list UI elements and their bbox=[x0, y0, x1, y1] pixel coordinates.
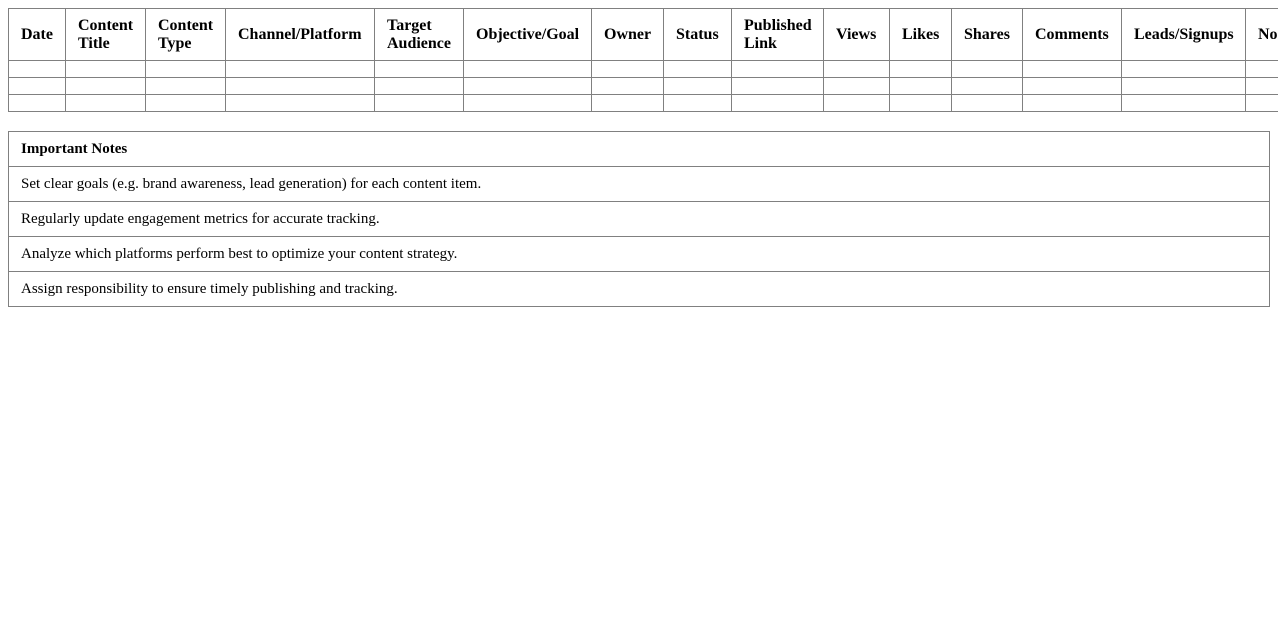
table-cell[interactable] bbox=[9, 78, 66, 95]
table-cell[interactable] bbox=[664, 78, 732, 95]
table-cell[interactable] bbox=[732, 61, 824, 78]
column-header-owner: Owner bbox=[592, 9, 664, 61]
table-cell[interactable] bbox=[464, 95, 592, 112]
note-item: Set clear goals (e.g. brand awareness, lead generation) for each content item. bbox=[9, 167, 1270, 202]
column-header-published-link: Published Link bbox=[732, 9, 824, 61]
column-header-leads-signups: Leads/Signups bbox=[1122, 9, 1246, 61]
column-header-views: Views bbox=[824, 9, 890, 61]
table-cell[interactable] bbox=[146, 78, 226, 95]
table-cell[interactable] bbox=[592, 61, 664, 78]
table-cell[interactable] bbox=[1246, 95, 1278, 112]
content-tracker-table bbox=[8, 8, 1278, 112]
notes-header-row bbox=[9, 132, 1270, 167]
column-header-status: Status bbox=[664, 9, 732, 61]
table-cell[interactable] bbox=[146, 95, 226, 112]
table-cell[interactable] bbox=[890, 78, 952, 95]
table-cell[interactable] bbox=[464, 61, 592, 78]
table-cell[interactable] bbox=[952, 78, 1023, 95]
table-cell[interactable] bbox=[375, 95, 464, 112]
note-row bbox=[9, 272, 1270, 307]
important-notes-table bbox=[8, 131, 1270, 307]
table-cell[interactable] bbox=[226, 61, 375, 78]
table-cell[interactable] bbox=[9, 61, 66, 78]
table-cell[interactable] bbox=[732, 78, 824, 95]
table-cell[interactable] bbox=[1122, 78, 1246, 95]
column-header-content-title: Content Title bbox=[66, 9, 146, 61]
table-cell[interactable] bbox=[226, 95, 375, 112]
table-cell[interactable] bbox=[732, 95, 824, 112]
table-cell[interactable] bbox=[1246, 61, 1278, 78]
column-header-notes: No bbox=[1246, 9, 1278, 61]
table-cell[interactable] bbox=[375, 61, 464, 78]
table-cell[interactable] bbox=[375, 78, 464, 95]
header-row bbox=[9, 9, 1278, 61]
table-cell[interactable] bbox=[664, 61, 732, 78]
table-cell[interactable] bbox=[592, 78, 664, 95]
note-item: Assign responsibility to ensure timely publishing and tracking. bbox=[9, 272, 1270, 307]
tracker-body bbox=[9, 61, 1278, 112]
table-cell[interactable] bbox=[66, 95, 146, 112]
important-notes-container bbox=[8, 131, 1270, 307]
column-header-likes: Likes bbox=[890, 9, 952, 61]
table-cell[interactable] bbox=[66, 78, 146, 95]
column-header-shares: Shares bbox=[952, 9, 1023, 61]
note-row bbox=[9, 202, 1270, 237]
table-row bbox=[9, 95, 1278, 112]
content-tracker-container bbox=[8, 8, 1278, 112]
table-cell[interactable] bbox=[1246, 78, 1278, 95]
table-cell[interactable] bbox=[890, 95, 952, 112]
column-header-content-type: Content Type bbox=[146, 9, 226, 61]
table-cell[interactable] bbox=[1023, 95, 1122, 112]
table-cell[interactable] bbox=[664, 95, 732, 112]
table-cell[interactable] bbox=[464, 78, 592, 95]
table-row bbox=[9, 78, 1278, 95]
column-header-objective-goal: Objective/Goal bbox=[464, 9, 592, 61]
note-row bbox=[9, 167, 1270, 202]
table-cell[interactable] bbox=[824, 78, 890, 95]
table-cell[interactable] bbox=[1122, 61, 1246, 78]
note-item: Analyze which platforms perform best to optimize your content strategy. bbox=[9, 237, 1270, 272]
table-cell[interactable] bbox=[824, 95, 890, 112]
table-cell[interactable] bbox=[226, 78, 375, 95]
table-cell[interactable] bbox=[1023, 78, 1122, 95]
table-cell[interactable] bbox=[9, 95, 66, 112]
column-header-date: Date bbox=[9, 9, 66, 61]
table-cell[interactable] bbox=[824, 61, 890, 78]
table-row bbox=[9, 61, 1278, 78]
table-cell[interactable] bbox=[66, 61, 146, 78]
table-cell[interactable] bbox=[146, 61, 226, 78]
table-cell[interactable] bbox=[952, 61, 1023, 78]
table-cell[interactable] bbox=[1122, 95, 1246, 112]
note-item: Regularly update engagement metrics for accurate tracking. bbox=[9, 202, 1270, 237]
column-header-target-audience: Target Audience bbox=[375, 9, 464, 61]
notes-title: Important Notes bbox=[9, 132, 1270, 167]
column-header-channel-platform: Channel/Platform bbox=[226, 9, 375, 61]
column-header-comments: Comments bbox=[1023, 9, 1122, 61]
table-cell[interactable] bbox=[952, 95, 1023, 112]
table-cell[interactable] bbox=[592, 95, 664, 112]
note-row bbox=[9, 237, 1270, 272]
table-cell[interactable] bbox=[890, 61, 952, 78]
table-cell[interactable] bbox=[1023, 61, 1122, 78]
